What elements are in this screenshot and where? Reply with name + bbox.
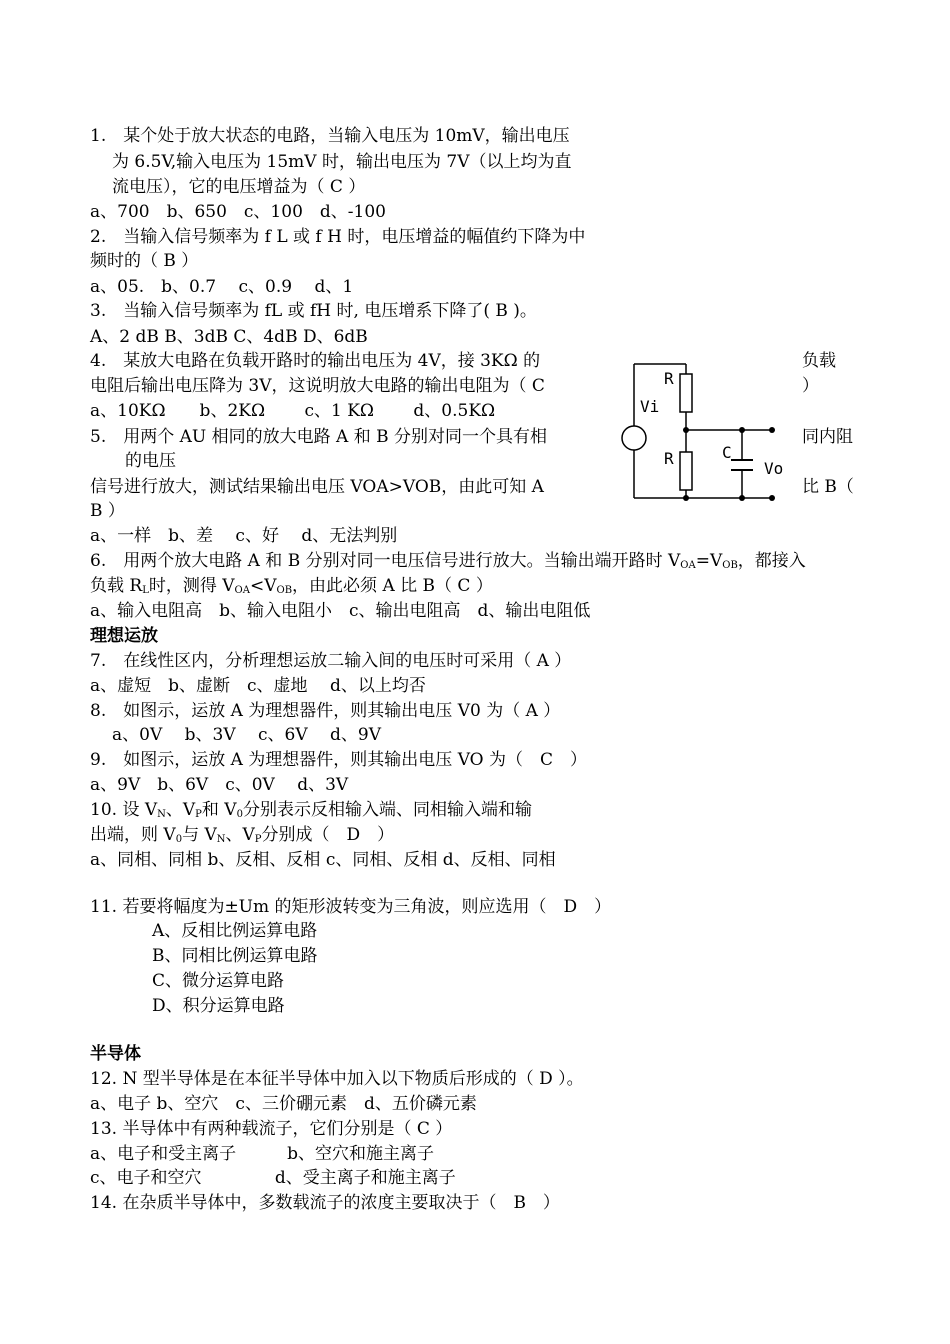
q1-options: a、700 b、650 c、100 d、-100 [90,202,386,222]
q4-options: a、10KΩ b、2KΩ c、1 KΩ d、0.5KΩ [90,401,496,421]
q8-options: a、0V b、3V c、6V d、9V [112,725,382,745]
resistor-top-icon [680,374,692,412]
label-r2: R [664,449,674,468]
q4-side-text1: 负载 [802,351,836,371]
q4-side-text2: ） [802,376,819,396]
q4-line2: 电阻后输出电压降为 3V，这说明放大电路的输出电阻为（ C [90,376,545,396]
q10-options: a、同相、同相 b、反相、反相 c、同相、反相 d、反相、同相 [90,850,556,870]
q4-line1: 4. 某放大电路在负载开路时的输出电压为 4V，接 3KΩ 的 [90,351,541,371]
label-vi: Vi [640,397,660,416]
q6-options: a、输入电阻高 b、输入电阻小 c、输出电阻高 d、输出电阻低 [90,601,591,621]
q13-options-row1: a、电子和受主离子 b、空穴和施主离子 [90,1144,435,1164]
q1-line2: 为 6.5V,输入电压为 15mV 时，输出电压为 7V（以上均为直 [112,152,572,172]
q11-option-c: C、微分运算电路 [152,971,285,991]
node-dot-cap-top [739,427,745,433]
voltage-source-icon [622,426,646,450]
q6-line1: 6. 用两个放大电路 A 和 B 分别对同一电压信号进行放大。当输出端开路时 $V_{OA}=V_{OB}$，都接入 [90,551,806,571]
terminal-output-top [769,427,775,433]
node-dot-cap-bottom [739,495,745,501]
q13-options-row2: c、电子和空穴 d、受主离子和施主离子 [90,1168,456,1188]
label-r1: R [664,369,674,388]
q8-line1: 8. 如图示，运放 A 为理想器件，则其输出电压 V0 为（ A ） [90,701,561,721]
q10-line2: 出端，则 $V_0$与 $V_N$、$V_P$分别成（ D ） [90,825,395,845]
q2-line2: 频时的（ B ） [90,251,199,271]
circuit-figure [618,356,788,506]
q3-options: A、2 dB B、3dB C、4dB D、6dB [90,327,368,347]
q3-line1: 3. 当输入信号频率为 fL 或 fH 时, 电压增系下降了( B )。 [90,301,537,321]
resistor-bottom-icon [680,452,692,490]
q11-option-d: D、积分运算电路 [152,996,285,1016]
section-heading-opamp: 理想运放 [90,626,158,646]
q6-line2: 负载 $R_L$时，测得 $V_{OA}<V_{OB}$，由此必须 A 比 B（ C ） [90,576,493,596]
q10-line1: 10. 设 $V_N$、$V_P$和 $V_0$分别表示反相输入端、同相输入端和输 [90,800,532,820]
q9-line1: 9. 如图示，运放 A 为理想器件，则其输出电压 VO 为（ C ） [90,750,588,770]
q12-options: a、电子 b、空穴 c、三价硼元素 d、五价磷元素 [90,1094,477,1114]
q5-options: a、一样 b、差 c、好 d、无法判别 [90,526,398,546]
q9-options: a、9V b、6V c、0V d、3V [90,775,349,795]
q12-line1: 12. N 型半导体是在本征半导体中加入以下物质后形成的（ D ）。 [90,1069,584,1089]
q5-line1: 5. 用两个 AU 相同的放大电路 A 和 B 分别对同一个具有相 [90,427,548,447]
q5-line2: 的电压 [125,451,176,471]
q2-options: a、05. b、0.7 c、0.9 d、1 [90,277,354,297]
q1-line1: 1. 某个处于放大状态的电路，当输入电压为 10mV，输出电压 [90,126,570,146]
q7-line1: 7. 在线性区内，分析理想运放二输入间的电压时可采用（ A ） [90,651,572,671]
label-vo: Vo [764,459,784,478]
q11-option-b: B、同相比例运算电路 [152,946,318,966]
terminal-output-bottom [769,495,775,501]
q5-line3: 信号进行放大，测试结果输出电压 VOA>VOB，由此可知 A [90,477,544,497]
q5-line4: B ） [90,501,125,521]
q2-line1: 2. 当输入信号频率为 f L 或 f H 时，电压增益的幅值约下降为中 [90,227,586,247]
q1-line3: 流电压），它的电压增益为（ C ） [112,177,366,197]
q13-line1: 13. 半导体中有两种载流子，它们分别是（ C ） [90,1119,453,1139]
q14-line1: 14. 在杂质半导体中，多数载流子的浓度主要取决于（ B ） [90,1193,560,1213]
section-heading-semiconductor: 半导体 [90,1044,141,1064]
q11-option-a: A、反相比例运算电路 [152,921,318,941]
q5-side-text2: 比 B（ [802,477,854,497]
q7-options: a、虚短 b、虚断 c、虚地 d、以上均否 [90,676,426,696]
q5-side-text1: 同内阻 [802,427,853,447]
q11-line1: 11. 若要将幅度为±Um 的矩形波转变为三角波，则应选用（ D ） [90,897,612,917]
label-c: C [722,443,732,462]
